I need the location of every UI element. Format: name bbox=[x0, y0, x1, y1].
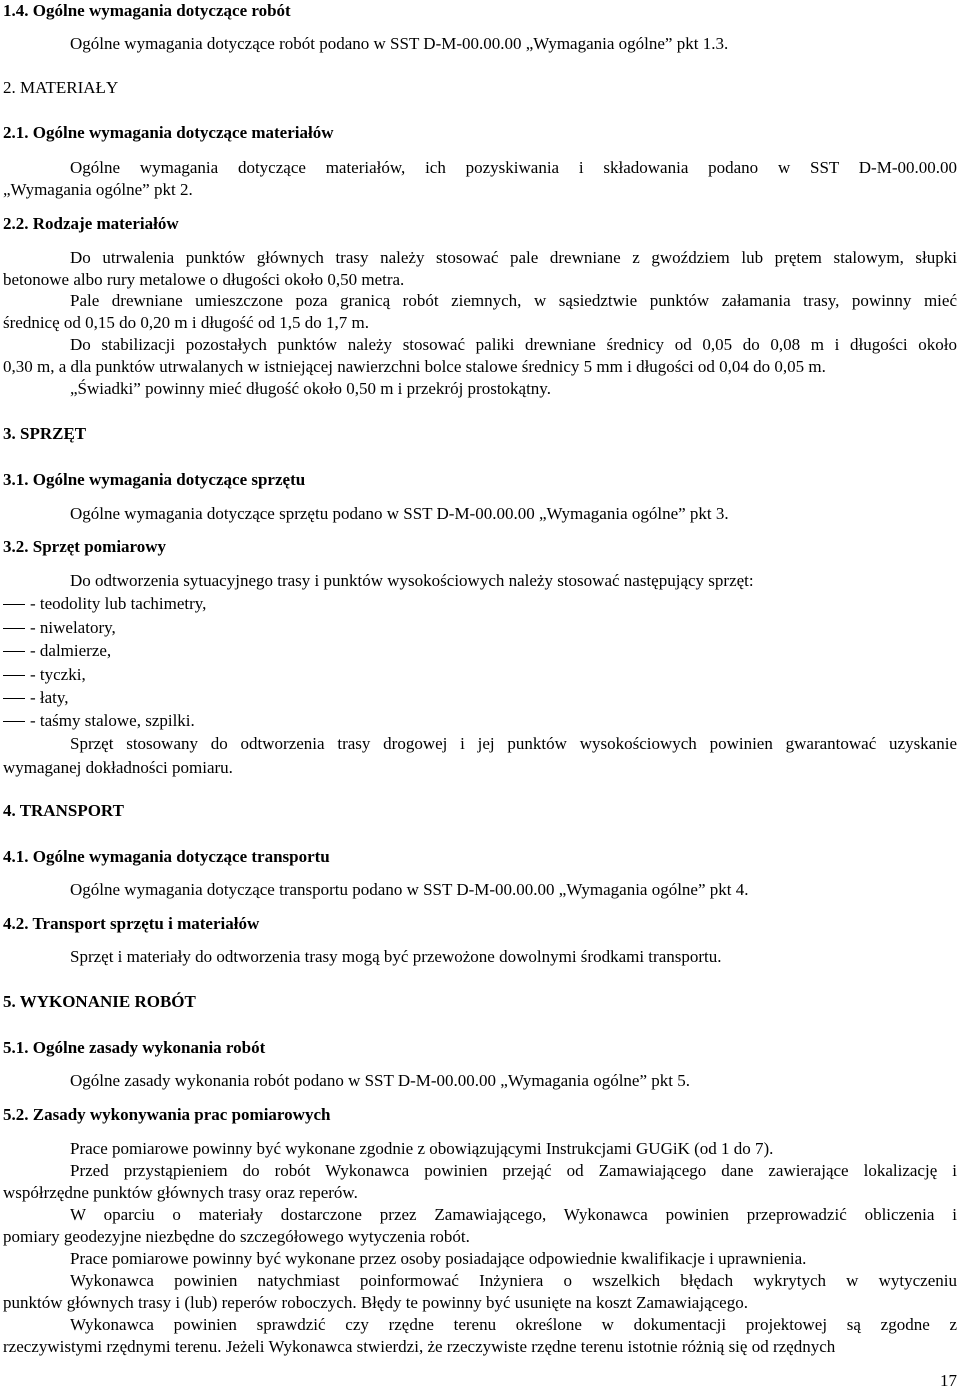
list-dash-6 bbox=[3, 721, 25, 722]
paragraph-2-2-p3-line2: 0,30 m, a dla punktów utrwalanych w istniejącej nawierzchni bolce stalowe średnicy 5 mm i długości od 0,04 do 0,05 m. bbox=[3, 357, 826, 376]
paragraph-4-1: Ogólne wymagania dotyczące transportu podano w SST D-M-00.00.00 „Wymagania ogólne” pkt 4. bbox=[70, 880, 749, 899]
heading-4-2: 4.2. Transport sprzętu i materiałów bbox=[3, 914, 260, 933]
list-item-6: - taśmy stalowe, szpilki. bbox=[30, 711, 195, 730]
paragraph-5-2-p2-line2: współrzędne punktów głównych trasy oraz reperów. bbox=[3, 1183, 358, 1202]
paragraph-2-1-line2: „Wymagania ogólne” pkt 2. bbox=[3, 180, 193, 199]
paragraph-5-2-p3-line1: W oparciu o materiały dostarczone przez Zamawiającego, Wykonawca powinien przeprowadzić obliczenia i bbox=[70, 1205, 957, 1224]
heading-3-1: 3.1. Ogólne wymagania dotyczące sprzętu bbox=[3, 470, 306, 489]
list-item-5: - łaty, bbox=[30, 688, 69, 707]
heading-4-1: 4.1. Ogólne wymagania dotyczące transportu bbox=[3, 847, 330, 866]
paragraph-5-2-p2-line1: Przed przystąpieniem do robót Wykonawca powinien przejąć od Zamawiającego dane zawierające lokalizację i bbox=[70, 1161, 957, 1180]
paragraph-2-2-p1-line2: betonowe albo rury metalowe o długości około 0,50 metra. bbox=[3, 270, 405, 289]
heading-5-1: 5.1. Ogólne zasady wykonania robót bbox=[3, 1038, 266, 1057]
paragraph-3-2-intro: Do odtworzenia sytuacyjnego trasy i punktów wysokościowych należy stosować następujący sprzęt: bbox=[70, 571, 754, 590]
paragraph-5-2-p5-line2: punktów głównych trasy i (lub) reperów roboczych. Błędy te powinny być usunięte na koszt Zamawiającego. bbox=[3, 1293, 748, 1312]
heading-3-sprzet: 3. SPRZĘT bbox=[3, 424, 87, 443]
paragraph-3-2-line1: Sprzęt stosowany do odtworzenia trasy drogowej i jej punktów wysokościowych powinien gwarantować uzyskanie bbox=[70, 734, 957, 753]
paragraph-4-2: Sprzęt i materiały do odtworzenia trasy mogą być przewożone dowolnymi środkami transportu. bbox=[70, 947, 722, 966]
list-dash-5 bbox=[3, 698, 25, 699]
list-dash-1 bbox=[3, 604, 25, 605]
heading-2-materialy: 2. MATERIAŁY bbox=[3, 78, 119, 97]
heading-2-2: 2.2. Rodzaje materiałów bbox=[3, 214, 179, 233]
list-item-4: - tyczki, bbox=[30, 665, 86, 684]
paragraph-1-4: Ogólne wymagania dotyczące robót podano w SST D-M-00.00.00 „Wymagania ogólne” pkt 1.3. bbox=[70, 34, 729, 53]
paragraph-5-2-p6-line2: rzeczywistymi rzędnymi terenu. Jeżeli Wykonawca stwierdzi, że rzeczywiste rzędne terenu istotnie różnią się od rzędnych bbox=[3, 1337, 836, 1356]
list-dash-4 bbox=[3, 675, 25, 676]
list-item-1: - teodolity lub tachimetry, bbox=[30, 594, 207, 613]
paragraph-2-2-p1-line1: Do utrwalenia punktów głównych trasy należy stosować pale drewniane z gwoździem lub prętem stalowym, słupki bbox=[70, 248, 957, 267]
heading-3-2: 3.2. Sprzęt pomiarowy bbox=[3, 537, 167, 556]
paragraph-5-2-p3-line2: pomiary geodezyjne niezbędne do szczegółowego wytyczenia robót. bbox=[3, 1227, 470, 1246]
paragraph-2-2-p4: „Świadki” powinny mieć długość około 0,50 m i przekrój prostokątny. bbox=[70, 379, 551, 398]
heading-4-transport: 4. TRANSPORT bbox=[3, 801, 124, 820]
list-dash-2 bbox=[3, 628, 25, 629]
paragraph-3-1: Ogólne wymagania dotyczące sprzętu podano w SST D-M-00.00.00 „Wymagania ogólne” pkt 3. bbox=[70, 504, 729, 523]
paragraph-2-2-p3-line1: Do stabilizacji pozostałych punktów należy stosować paliki drewniane średnicy od 0,05 do 0,08 m i długości około bbox=[70, 335, 957, 354]
list-dash-3 bbox=[3, 651, 25, 652]
paragraph-2-1-line1: Ogólne wymagania dotyczące materiałów, ich pozyskiwania i składowania podano w SST D-M-00.00.00 bbox=[70, 158, 957, 177]
paragraph-5-1: Ogólne zasady wykonania robót podano w SST D-M-00.00.00 „Wymagania ogólne” pkt 5. bbox=[70, 1071, 690, 1090]
paragraph-5-2-p4: Prace pomiarowe powinny być wykonane przez osoby posiadające odpowiednie kwalifikacje i uprawnienia. bbox=[70, 1249, 807, 1268]
heading-2-1: 2.1. Ogólne wymagania dotyczące materiałów bbox=[3, 123, 334, 142]
paragraph-2-2-p2-line1: Pale drewniane umieszczone poza granicą robót ziemnych, w sąsiedztwie punktów załamania trasy, powinny mieć bbox=[70, 291, 957, 310]
heading-5-wykonanie: 5. WYKONANIE ROBÓT bbox=[3, 992, 196, 1011]
paragraph-2-2-p2-line2: średnicę od 0,15 do 0,20 m i długość od 1,5 do 1,7 m. bbox=[3, 313, 369, 332]
paragraph-5-2-p1: Prace pomiarowe powinny być wykonane zgodnie z obowiązującymi Instrukcjami GUGiK (od 1 do 7). bbox=[70, 1139, 774, 1158]
heading-5-2: 5.2. Zasady wykonywania prac pomiarowych bbox=[3, 1105, 331, 1124]
list-item-3: - dalmierze, bbox=[30, 641, 112, 660]
heading-1-4: 1.4. Ogólne wymagania dotyczące robót bbox=[3, 1, 291, 20]
paragraph-3-2-line2: wymaganej dokładności pomiaru. bbox=[3, 758, 233, 777]
paragraph-5-2-p6-line1: Wykonawca powinien sprawdzić czy rzędne terenu określone w dokumentacji projektowej są zgodne z bbox=[70, 1315, 957, 1334]
list-item-2: - niwelatory, bbox=[30, 618, 116, 637]
page-number: 17 bbox=[940, 1371, 957, 1390]
paragraph-5-2-p5-line1: Wykonawca powinien natychmiast poinformować Inżyniera o wszelkich błędach wykrytych w wytyczeniu bbox=[70, 1271, 957, 1290]
